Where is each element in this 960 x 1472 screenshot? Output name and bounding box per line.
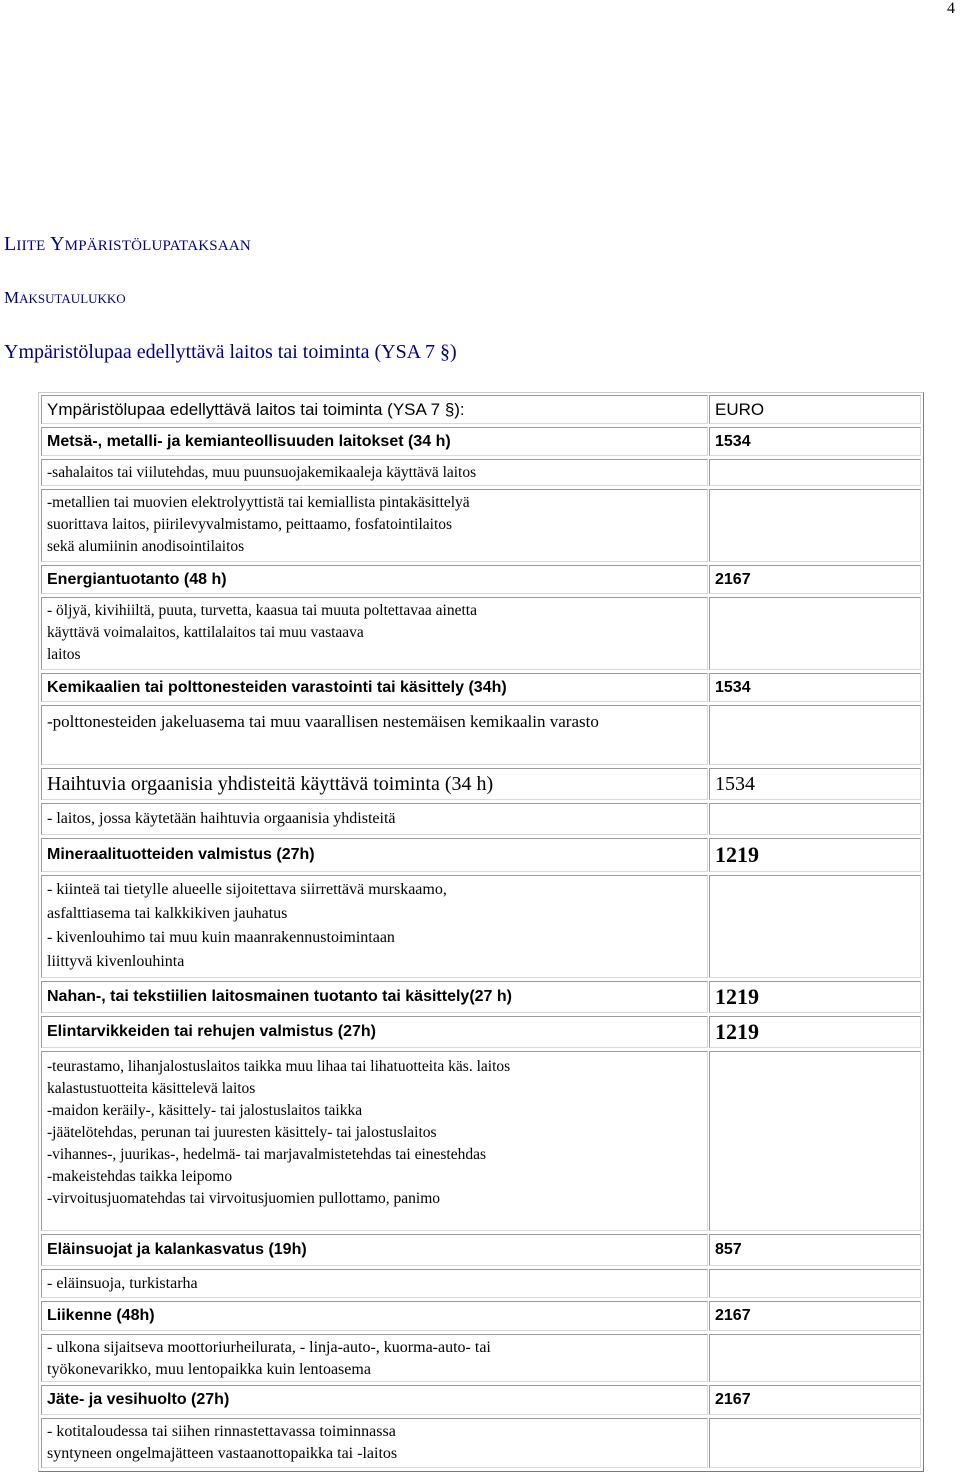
group-item: kalastustuotteita käsittelevä laitos — [47, 1080, 256, 1097]
group-title: Jäte- ja vesihuolto (27h) — [41, 1385, 708, 1415]
group-item: -jäätelötehdas, perunan tai juuresten käsittely- tai jalostuslaitos — [47, 1124, 437, 1141]
group-item: -sahalaitos tai viilutehdas, muu puunsuojakemikaaleja käyttävä laitos — [41, 459, 708, 486]
group-title: Mineraalituotteiden valmistus (27h) — [41, 838, 708, 872]
group-fee: 2167 — [709, 1301, 921, 1331]
group-fee: 1534 — [709, 673, 921, 702]
group-item: -teurastamo, lihanjalostuslaitos taikka muu lihaa tai lihatuotteita käs. laitos — [47, 1058, 511, 1075]
group-item-list — [41, 1051, 708, 1231]
group-title: Kemikaalien tai polttonesteiden varastointi tai käsittely (34h) — [41, 673, 708, 702]
group-item: - öljyä, kivihiiltä, puuta, turvetta, kaasua tai muuta poltettavaa ainetta käyttävä voimalaitos, kattilalaitos tai muu vastaava laitos — [41, 597, 708, 670]
group-title: Liikenne (48h) — [41, 1301, 708, 1331]
empty-cell — [709, 875, 921, 978]
group-item: -metallien tai muovien elektrolyyttistä tai kemiallista pintakäsittelyä suorittava laitos, piirilevyvalmistamo, peittaamo, fosfatointilaitos sekä alumiinin anodisointilaitos — [41, 489, 708, 562]
group-item: - eläinsuoja, turkistarha — [41, 1269, 708, 1298]
empty-cell — [709, 803, 921, 835]
intro-heading: Ympäristölupaa edellyttävä laitos tai toiminta (YSA 7 §) — [4, 341, 457, 363]
group-title: Eläinsuojat ja kalankasvatus (19h) — [41, 1234, 708, 1266]
group-item: - laitos, jossa käytetään haihtuvia orgaanisia yhdisteitä — [41, 803, 708, 835]
group-title: Metsä-, metalli- ja kemianteollisuuden laitokset (34 h) — [41, 427, 708, 456]
empty-cell — [709, 1269, 921, 1298]
group-fee: 1219 — [709, 981, 921, 1013]
empty-cell — [709, 459, 921, 486]
group-fee: 1219 — [709, 838, 921, 872]
empty-cell — [709, 597, 921, 670]
group-title: Haihtuvia orgaanisia yhdisteitä käyttävä toiminta (34 h) — [41, 768, 708, 800]
document-title: LIITE YMPÄRISTÖLUPATAKSAAN — [4, 233, 251, 255]
group-item: -makeistehdas taikka leipomo — [47, 1168, 233, 1185]
empty-cell — [709, 489, 921, 562]
group-item: - kiinteä tai tietylle alueelle sijoitettava siirrettävä murskaamo, asfalttiasema tai kalkkikiven jauhatus - kivenlouhimo tai muu kuin maanrakennustoimintaan liittyvä kivenlouhinta — [41, 875, 708, 978]
table-header-label: Ympäristölupaa edellyttävä laitos tai toiminta (YSA 7 §): — [41, 395, 708, 424]
empty-cell — [709, 1334, 921, 1382]
group-title: Nahan-, tai tekstiilien laitosmainen tuotanto tai käsittely(27 h) — [41, 981, 708, 1013]
group-item: -vihannes-, juurikas-, hedelmä- tai marjavalmistetehdas tai einestehdas — [47, 1146, 487, 1163]
group-fee: 2167 — [709, 1385, 921, 1415]
empty-cell — [709, 1418, 921, 1468]
group-fee: 857 — [709, 1234, 921, 1266]
group-fee: 1534 — [709, 768, 921, 800]
table-header-currency: EURO — [709, 395, 921, 424]
page-number: 4 — [947, 0, 955, 17]
group-item: -maidon keräily-, käsittely- tai jalostuslaitos taikka — [47, 1102, 363, 1119]
group-fee: 1534 — [709, 427, 921, 456]
empty-cell — [709, 1051, 921, 1231]
group-fee: 1219 — [709, 1016, 921, 1048]
group-title: Elintarvikkeiden tai rehujen valmistus (27h) — [41, 1016, 708, 1048]
group-item: - ulkona sijaitseva moottoriurheilurata, - linja-auto-, kuorma-auto- tai työkonevarikko, muu lentopaikka kuin lentoasema — [41, 1334, 708, 1382]
group-title: Energiantuotanto (48 h) — [41, 565, 708, 594]
empty-cell — [709, 705, 921, 765]
group-item: - kotitaloudessa tai siihen rinnastettavassa toiminnassa syntyneen ongelmajätteen vastaanottopaikka tai -laitos — [41, 1418, 708, 1468]
group-fee: 2167 — [709, 565, 921, 594]
group-item: -polttonesteiden jakeluasema tai muu vaarallisen nestemäisen kemikaalin varasto — [41, 705, 708, 765]
group-item: -virvoitusjuomatehdas tai virvoitusjuomien pullottamo, panimo — [47, 1190, 441, 1207]
document-subtitle: MAKSUTAULUKKO — [4, 288, 126, 307]
